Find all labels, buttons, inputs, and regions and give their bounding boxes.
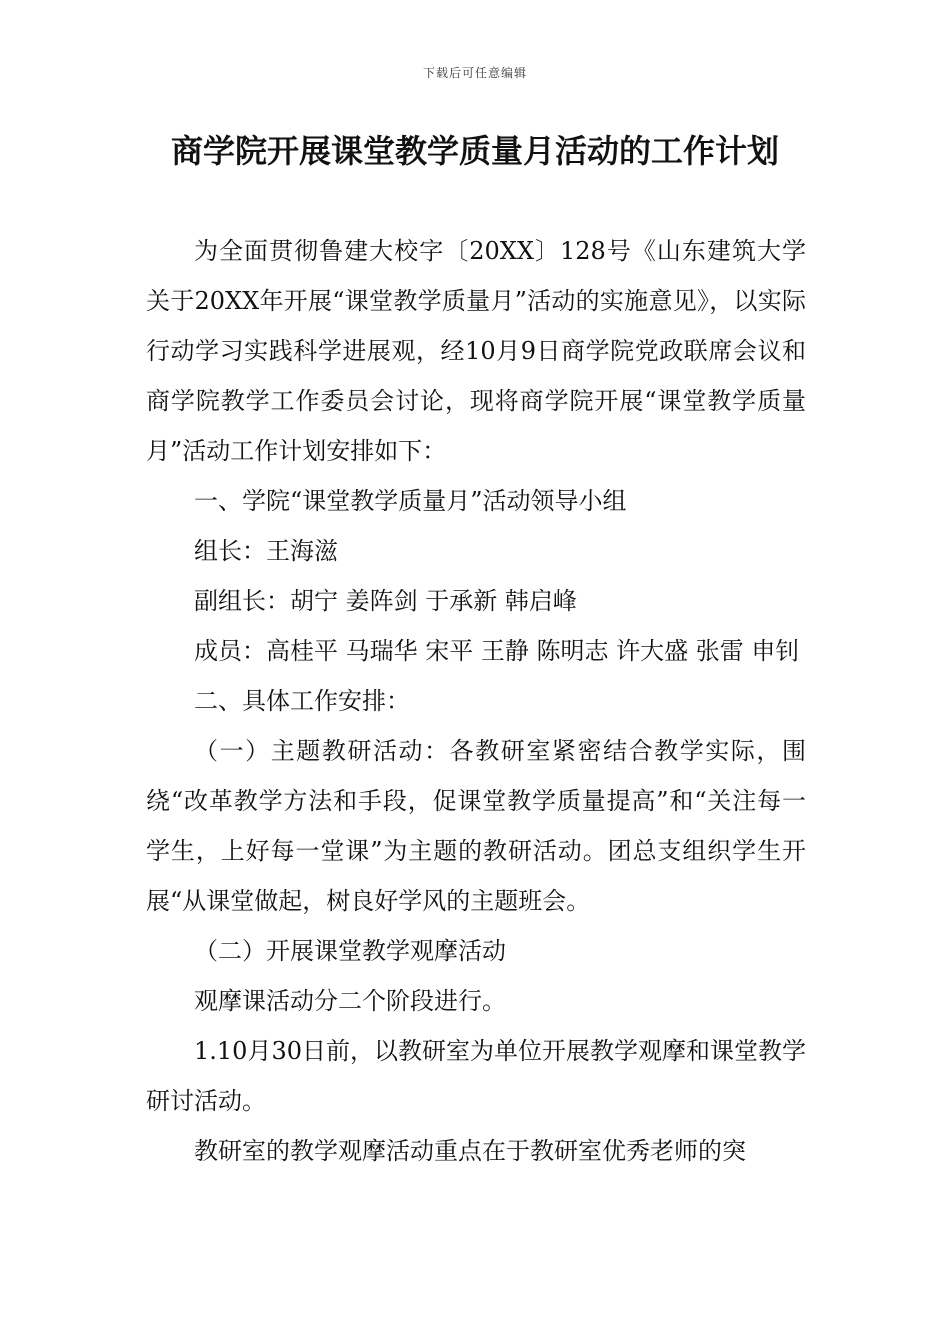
page-header-note: 下载后可任意编辑 xyxy=(422,66,527,80)
group-leader-line: 组长：王海滋 xyxy=(194,537,338,565)
observation-stages-line: 观摩课活动分二个阶段进行。 xyxy=(194,987,506,1015)
document-title: 商学院开展课堂教学质量月活动的工作计划 xyxy=(170,132,779,170)
subsection-two-heading: （二）开展课堂教学观摩活动 xyxy=(194,937,506,965)
members-line: 成员：高桂平 马瑞华 宋平 王静 陈明志 许大盛 张雷 申钊 xyxy=(194,637,800,665)
section-two-heading: 二、具体工作安排： xyxy=(194,687,410,715)
document-body xyxy=(146,226,806,1176)
subsection-one-paragraph: （一）主题教研活动：各教研室紧密结合教学实际，围绕“改革教学方法和手段，促课堂教学质量提高”和“关注每一学生，上好每一堂课”为主题的教研活动。团总支组织学生开展“从课堂做起，树良好学风的主题班会。 xyxy=(146,737,806,915)
observation-focus-paragraph: 教研室的教学观摩活动重点在于教研室优秀老师的突 xyxy=(194,1137,746,1165)
intro-paragraph: 为全面贯彻鲁建大校字〔20XX〕128号《山东建筑大学关于20XX年开展“课堂教学质量月”活动的实施意见》，以实际行动学习实践科学进展观，经10月9日商学院党政联席会议和商学院教学工作委员会讨论，现将商学院开展“课堂教学质量月”活动工作计划安排如下： xyxy=(146,237,806,465)
stage-one-paragraph: 1.10月30日前，以教研室为单位开展教学观摩和课堂教学研讨活动。 xyxy=(146,1037,806,1115)
section-one-heading: 一、学院“课堂教学质量月”活动领导小组 xyxy=(194,487,627,515)
deputy-leaders-line: 副组长：胡宁 姜阵剑 于承新 韩启峰 xyxy=(194,587,577,615)
